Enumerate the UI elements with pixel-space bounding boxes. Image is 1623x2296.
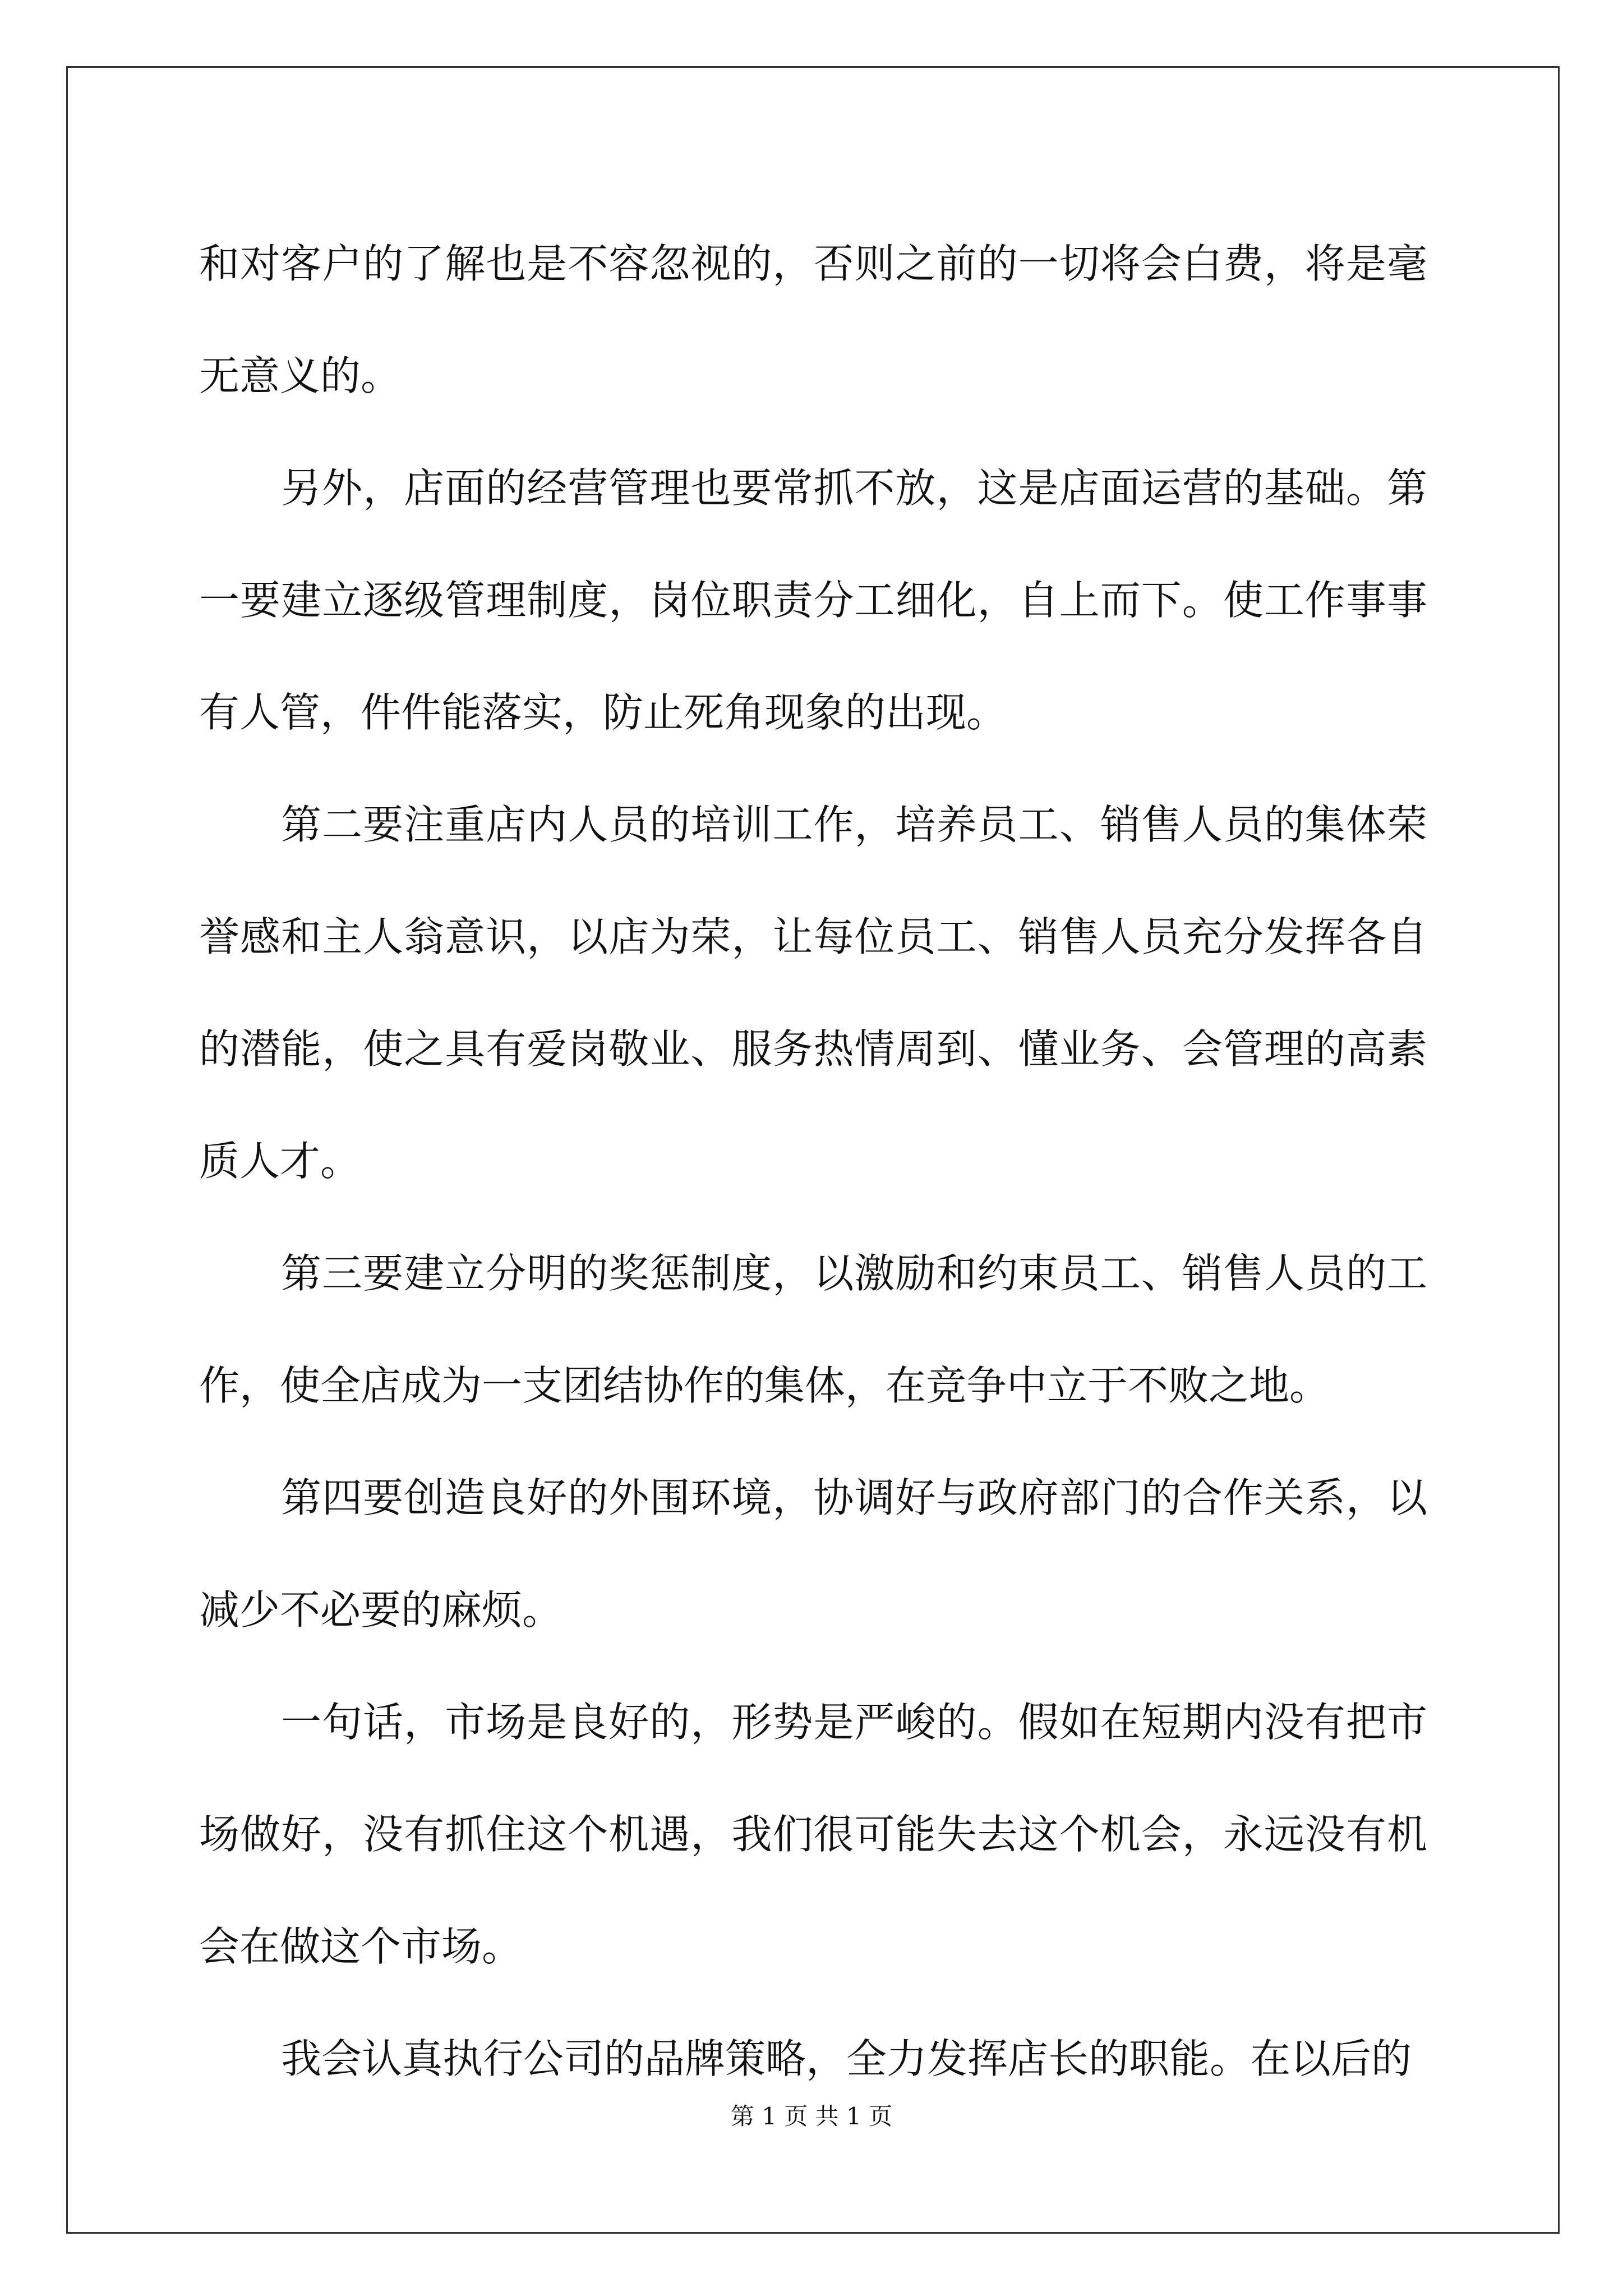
paragraph-4: 第三要建立分明的奖惩制度，以激励和约束员工、销售人员的工作，使全店成为一支团结协作的集体，在竞争中立于不败之地。 <box>199 1250 1427 1409</box>
page-footer <box>0 2098 1623 2132</box>
paragraph-3: 第二要注重店内人员的培训工作，培养员工、销售人员的集体荣誉感和主人翁意识，以店为荣，让每位员工、销售人员充分发挥各自的潜能，使之具有爱岗敬业、服务热情周到、懂业务、会管理的高素质人才。 <box>199 801 1427 1185</box>
paragraph-2: 另外，店面的经营管理也要常抓不放，这是店面运营的基础。第一要建立逐级管理制度，岗位职责分工细化，自上而下。使工作事事有人管，件件能落实，防止死角现象的出现。 <box>199 464 1427 736</box>
paragraph-7: 我会认真执行公司的品牌策略，全力发挥店长的职能。在以后的 <box>281 2035 1412 2082</box>
paragraph-6: 一句话，市场是良好的，形势是严峻的。假如在短期内没有把市场做好，没有抓住这个机遇，我们很可能失去这个机会，永远没有机会在做这个市场。 <box>199 1699 1427 1970</box>
paragraph-5: 第四要创造良好的外围环境，协调好与政府部门的合作关系，以减少不必要的麻烦。 <box>199 1474 1427 1634</box>
paragraph-1: 和对客户的了解也是不容忽视的，否则之前的一切将会白费，将是毫无意义的。 <box>199 240 1427 399</box>
page-number-label: 第 1 页 共 1 页 <box>730 2102 893 2130</box>
document-body <box>199 208 1427 2115</box>
